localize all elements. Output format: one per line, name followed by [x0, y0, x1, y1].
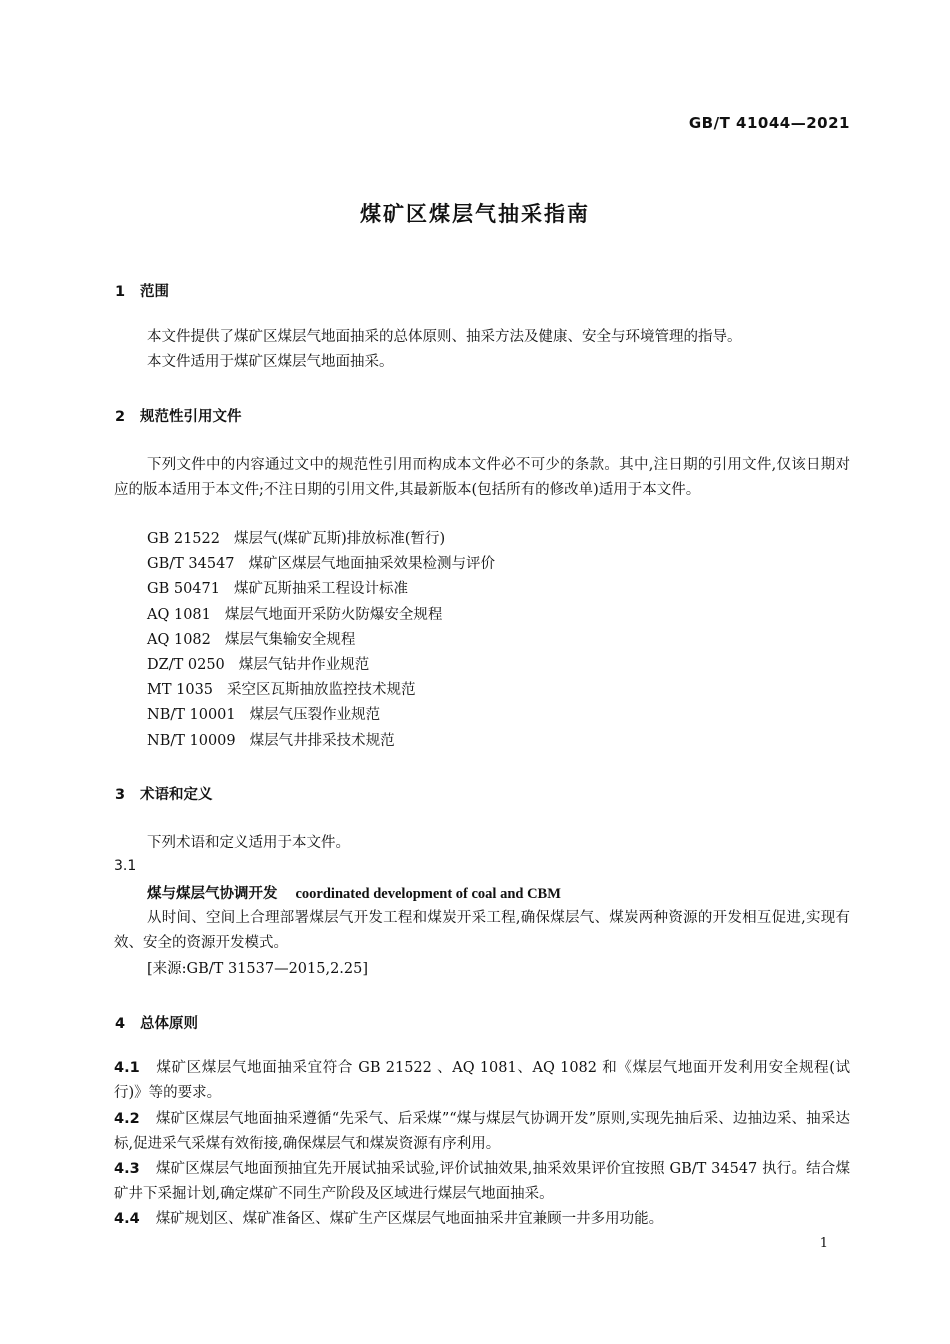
reference-item: [147, 577, 495, 602]
reference-item: [147, 603, 495, 628]
document-title: 煤矿区煤层气抽采指南: [360, 202, 590, 226]
reference-title: 煤矿区煤层气地面抽采效果检测与评价: [248, 556, 496, 573]
reference-title: 煤矿瓦斯抽采工程设计标准: [233, 581, 408, 598]
term-number: 3.1: [114, 858, 137, 874]
clause-number: 4.3: [114, 1161, 140, 1177]
document-id: GB/T 41044—2021: [688, 114, 850, 132]
reference-list: [147, 527, 495, 754]
paragraph: 本文件提供了煤矿区煤层气地面抽采的总体原则、抽采方法及健康、安全与环境管理的指导。: [147, 329, 742, 345]
clause: [114, 1107, 850, 1157]
term-english: coordinated development of coal and CBM: [295, 886, 561, 902]
clause-number: 4.1: [114, 1060, 140, 1076]
section-title: 规范性引用文件: [140, 409, 242, 425]
section-title: 总体原则: [140, 1016, 198, 1032]
reference-item: [147, 628, 495, 653]
paragraph: 下列文件中的内容通过文中的规范性引用而构成本文件必不可少的条款。其中,注日期的引用文件,仅该日期对应的版本适用于本文件;不注日期的引用文件,其最新版本(包括所有的修改单)适用于本文件。: [114, 457, 850, 498]
reference-title: 采空区瓦斯抽放监控技术规范: [227, 682, 416, 699]
reference-item: [147, 678, 495, 703]
section-title: 术语和定义: [140, 787, 213, 803]
reference-code: MT 1035: [147, 682, 214, 699]
reference-code: GB 50471: [147, 581, 220, 598]
section-number: 2: [115, 409, 126, 425]
reference-title: 煤层气地面开采防火防爆安全规程: [224, 606, 443, 623]
reference-title: 煤层气井排采技术规范: [249, 732, 395, 749]
reference-code: AQ 1081: [147, 606, 211, 623]
clause-text: 煤矿区煤层气地面抽采遵循“先采气、后采煤”“煤与煤层气协调开发”原则,实现先抽后采、边抽边采、抽采达标,促进采气采煤有效衔接,确保煤层气和煤炭资源有序利用。: [114, 1111, 850, 1152]
term-definition: 从时间、空间上合理部署煤层气开发工程和煤炭开采工程,确保煤层气、煤炭两种资源的开发相互促进,实现有效、安全的资源开发模式。: [114, 910, 850, 951]
reference-code: NB/T 10009: [147, 732, 236, 749]
reference-title: 煤层气压裂作业规范: [249, 707, 381, 724]
reference-title: 煤层气钻井作业规范: [238, 657, 370, 674]
section-number: 3: [115, 787, 126, 803]
reference-item: [147, 527, 495, 552]
paragraph: 本文件适用于煤矿区煤层气地面抽采。: [147, 354, 394, 370]
reference-item: [147, 703, 495, 728]
clause-number: 4.2: [114, 1111, 140, 1127]
term-entry: [147, 882, 561, 903]
term-source: [来源:GB/T 31537—2015,2.25]: [147, 961, 369, 977]
clause: [114, 1157, 850, 1207]
clause-text: 煤矿区煤层气地面抽采宜符合 GB 21522 、AQ 1081、AQ 1082 和《煤层气地面开发利用安全规程(试行)》等的要求。: [114, 1060, 850, 1101]
section-heading-2: [115, 405, 242, 426]
reference-code: GB 21522: [147, 531, 220, 547]
clause: [114, 1056, 850, 1106]
section-heading-3: [115, 783, 213, 804]
section-number: 1: [115, 284, 126, 300]
reference-title: 煤层气集输安全规程: [224, 631, 356, 648]
clause-text: 煤矿区煤层气地面预抽宜先开展试抽采试验,评价试抽效果,抽采效果评价宜按照 GB/T 34547 执行。结合煤矿井下采掘计划,确定煤矿不同生产阶段及区域进行煤层气地面抽采。: [114, 1161, 850, 1202]
reference-code: GB/T 34547: [147, 556, 235, 573]
page-number: 1: [819, 1236, 828, 1251]
reference-item: [147, 729, 495, 754]
section-heading-4: [115, 1012, 198, 1033]
paragraph: 下列术语和定义适用于本文件。: [147, 835, 350, 851]
reference-code: DZ/T 0250: [147, 657, 225, 674]
reference-item: [147, 552, 495, 577]
clause: [114, 1207, 850, 1232]
reference-title: 煤层气(煤矿瓦斯)排放标准(暂行): [233, 531, 446, 547]
section-title: 范围: [140, 284, 169, 300]
term-chinese: 煤与煤层气协调开发: [147, 885, 278, 902]
reference-code: AQ 1082: [147, 631, 211, 648]
reference-code: NB/T 10001: [147, 707, 236, 724]
clause-text: 煤矿规划区、煤矿准备区、煤矿生产区煤层气地面抽采井宜兼顾一井多用功能。: [155, 1211, 664, 1227]
clause-number: 4.4: [114, 1211, 140, 1227]
section-number: 4: [115, 1016, 126, 1032]
section-heading-1: [115, 280, 169, 301]
reference-item: [147, 653, 495, 678]
